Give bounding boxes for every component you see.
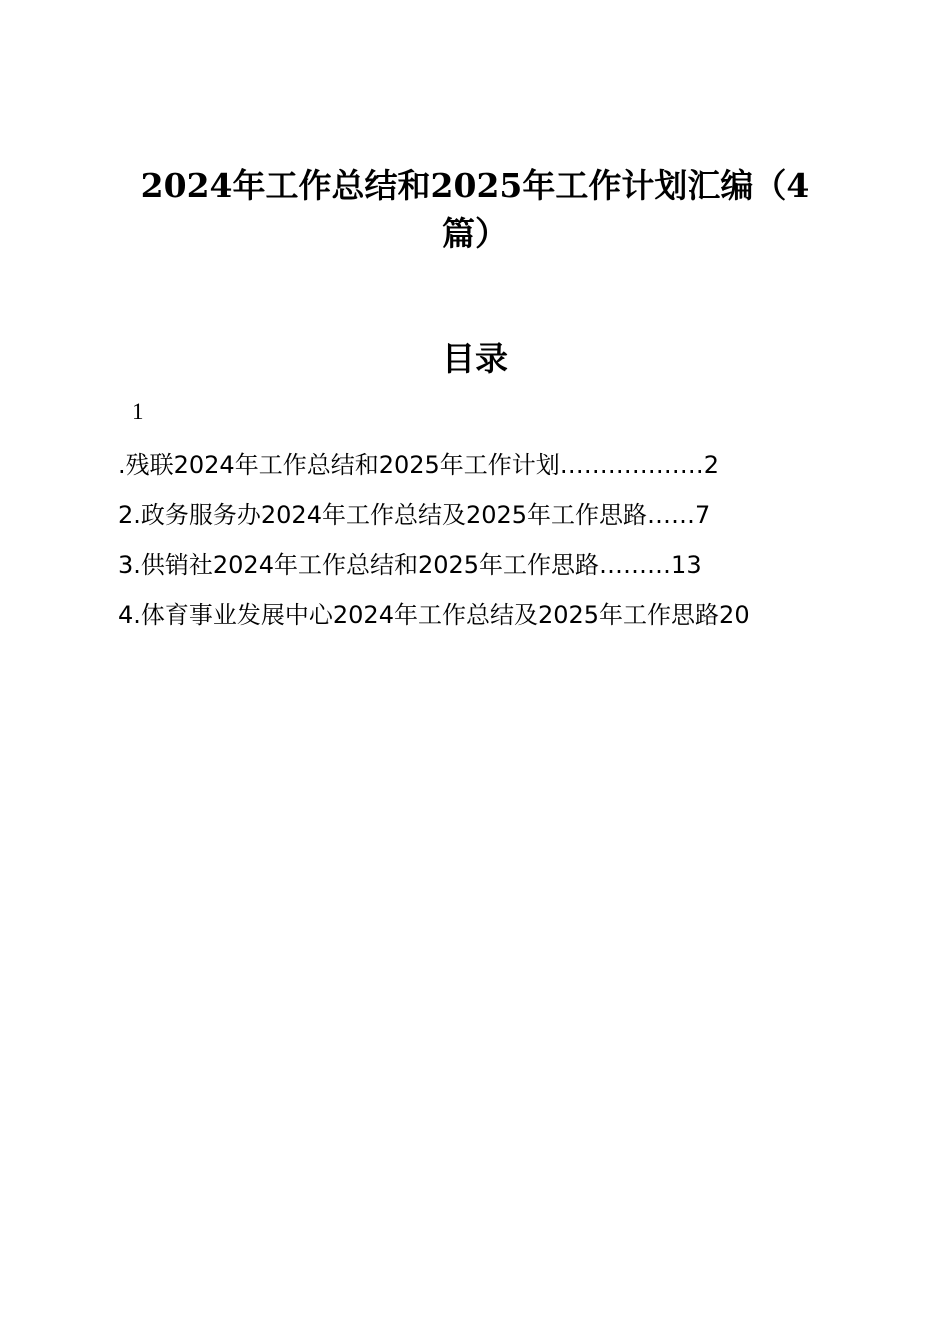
toc-entry-2[interactable]: 2.政务服务办2024年工作总结及2025年工作思路……7 (118, 501, 711, 529)
toc-heading: 目录 (442, 339, 508, 378)
document-title: 2024年工作总结和2025年工作计划汇编（4篇） (140, 166, 810, 253)
toc-entry-3[interactable]: 3.供销社2024年工作总结和2025年工作思路………13 (118, 551, 702, 579)
toc-entry-number: 1 (132, 399, 144, 424)
toc-entry-4[interactable]: 4.体育事业发展中心2024年工作总结及2025年工作思路20 (118, 601, 750, 629)
table-of-contents (118, 440, 838, 640)
toc-entry-1[interactable]: .残联2024年工作总结和2025年工作计划………………2 (118, 451, 720, 479)
